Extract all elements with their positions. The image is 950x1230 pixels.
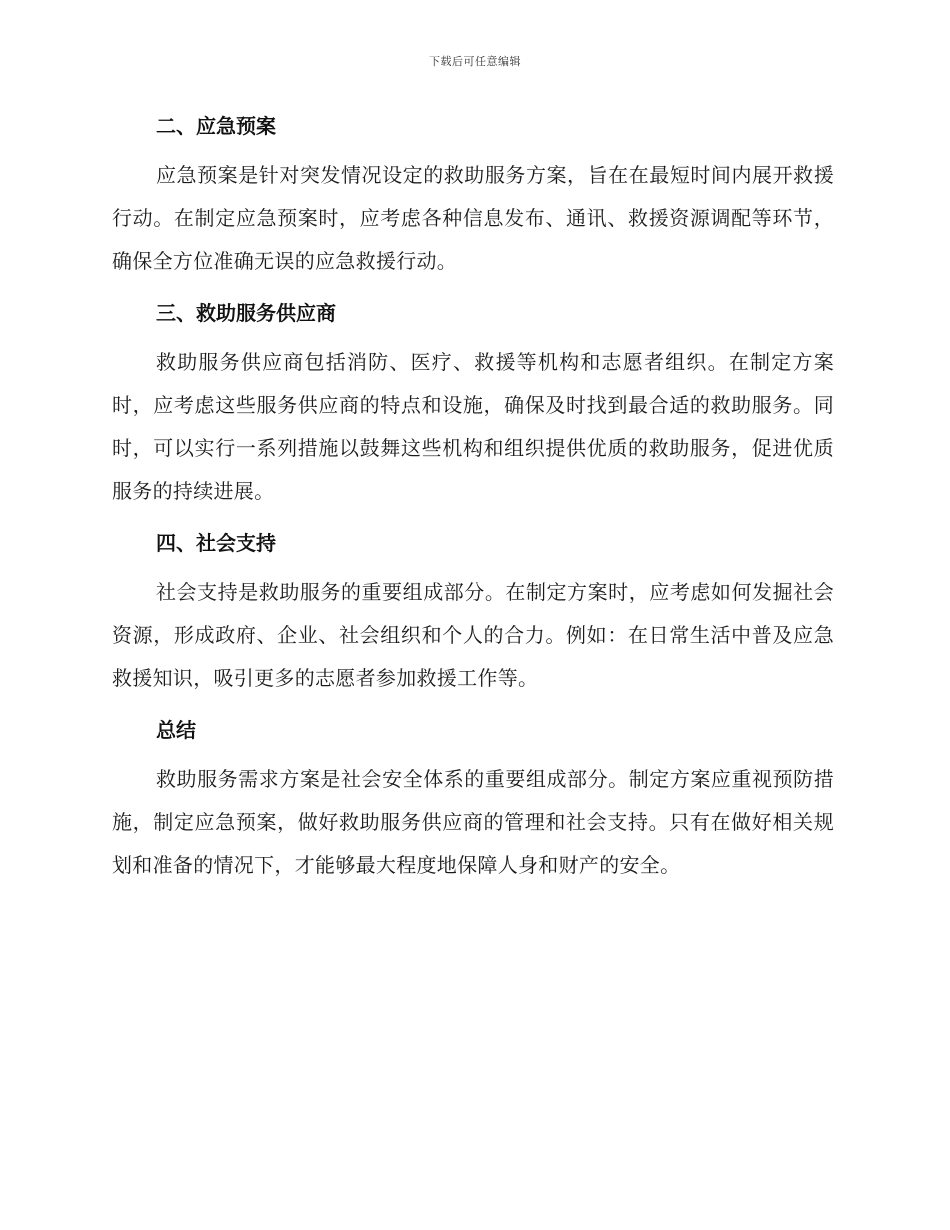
section-social-support xyxy=(112,525,834,700)
section-heading: 三、救助服务供应商 xyxy=(156,301,336,325)
section-paragraph: 应急预案是针对突发情况设定的救助服务方案，旨在在最短时间内展开救援行动。在制定应急预案时，应考虑各种信息发布、通讯、救援资源调配等环节，确保全方位准确无误的应急救援行动。 xyxy=(112,163,834,273)
section-paragraph: 救助服务需求方案是社会安全体系的重要组成部分。制定方案应重视预防措施，制定应急预案，做好救助服务供应商的管理和社会支持。只有在做好相关规划和准备的情况下，才能够最大程度地保障人身和财产的安全。 xyxy=(112,767,834,877)
section-paragraph: 社会支持是救助服务的重要组成部分。在制定方案时，应考虑如何发掘社会资源，形成政府、企业、社会组织和个人的合力。例如：在日常生活中普及应急救援知识，吸引更多的志愿者参加救援工作等。 xyxy=(112,580,834,690)
section-emergency-plan xyxy=(112,108,834,283)
section-heading: 总结 xyxy=(156,718,196,742)
document-body xyxy=(112,108,834,899)
section-heading: 四、社会支持 xyxy=(156,531,276,555)
section-service-providers xyxy=(112,295,834,513)
section-paragraph: 救助服务供应商包括消防、医疗、救援等机构和志愿者组织。在制定方案时，应考虑这些服务供应商的特点和设施，确保及时找到最合适的救助服务。同时，可以实行一系列措施以鼓舞这些机构和组织提供优质的救助服务，促进优质服务的持续进展。 xyxy=(112,350,834,503)
page-header: 下载后可任意编辑 xyxy=(429,55,521,68)
section-heading: 二、应急预案 xyxy=(156,114,276,138)
section-summary xyxy=(112,712,834,887)
